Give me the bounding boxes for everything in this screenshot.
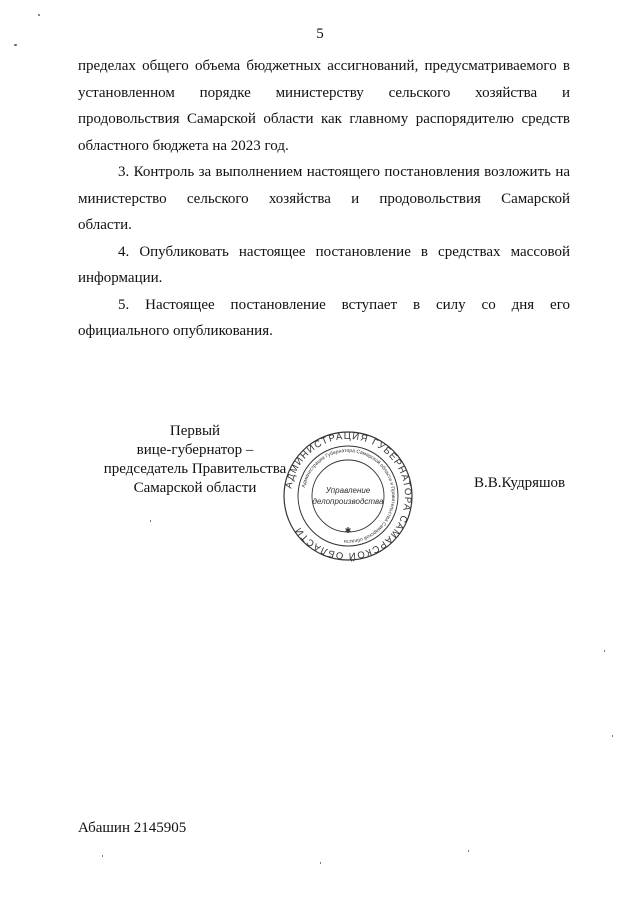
executor-note: Абашин 2145905 — [78, 820, 187, 836]
text-line: официального опубликования. — [78, 323, 273, 339]
text-line: 4. Опубликовать настоящее постановление в средствах массовой — [118, 243, 570, 260]
signer-title-line: Самарской области — [133, 480, 257, 496]
text-line: продовольствия Самарской области как главному распорядителю средств — [78, 111, 570, 127]
stamp-center-line: делопроизводства — [312, 497, 384, 506]
paragraph-3 — [78, 159, 570, 212]
document-body — [78, 53, 570, 345]
scan-speck — [102, 855, 103, 857]
text-line: областного бюджета на 2023 год. — [78, 137, 289, 154]
stamp-star-icon: ✱ — [344, 526, 352, 535]
paragraph-5-last-line — [78, 318, 570, 345]
signer-title-line: Первый — [169, 423, 221, 439]
paragraph-5 — [78, 292, 570, 319]
page-number: 5 — [316, 26, 324, 42]
text-line: области. — [78, 217, 132, 233]
stamp-center-line: Управление — [325, 486, 371, 495]
paragraph-2-last-line — [78, 133, 570, 160]
stamp-outer-text: АДМИНИСТРАЦИЯ ГУБЕРНАТОРА САМАРСКОЙ ОБЛАСТИ — [283, 430, 414, 562]
scan-speck — [612, 735, 613, 737]
signer-title-line: вице-губернатор – — [136, 442, 254, 458]
paragraph-4-last-line — [78, 265, 570, 292]
official-stamp — [282, 430, 414, 562]
stamp-inner-ring — [312, 460, 384, 532]
text-line: пределах общего объема бюджетных ассигнований, предусматриваемого в — [78, 58, 570, 74]
signer-title-line: председатель Правительства — [103, 461, 287, 477]
scan-speck — [468, 850, 469, 852]
scan-speck — [320, 862, 321, 864]
text-line: информации. — [78, 270, 163, 286]
scan-speck — [14, 44, 17, 46]
paragraph-4 — [78, 239, 570, 266]
scan-speck — [150, 520, 151, 522]
scan-speck — [604, 650, 605, 652]
text-line: 5. Настоящее постановление вступает в силу со дня его — [118, 296, 570, 313]
signer-title — [100, 422, 290, 498]
scan-speck — [38, 14, 40, 16]
signer-name: В.В.Кудряшов — [474, 475, 566, 491]
stamp-inner-text: Администрация Губернатора Самарской области и Правительства Самарской области — [300, 447, 397, 545]
text-line: на министерство сельского хозяйства и продовольствия Самарской — [78, 164, 570, 207]
paragraph-2-continuation — [78, 53, 570, 133]
text-line: 3. Контроль за выполнением настоящего постановления возложить — [118, 164, 551, 180]
text-line: установленном порядке министерству сельского хозяйства и — [78, 84, 570, 101]
paragraph-3-last-line — [78, 212, 570, 239]
